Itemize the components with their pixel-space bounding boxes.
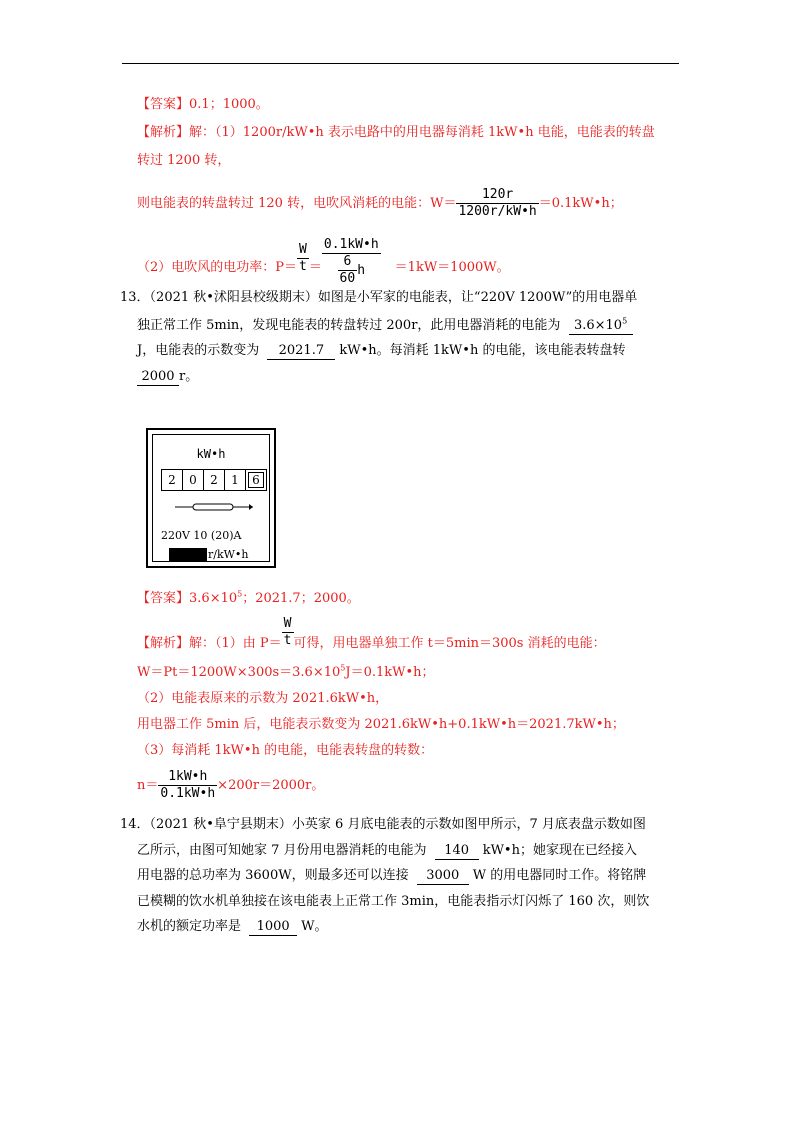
header-rule xyxy=(122,63,679,64)
meter-disk-icon xyxy=(175,501,253,513)
analysis-13-line4: 用电器工作 5min 后，电能表示数变为 2021.6kW•h+0.1kW•h＝2021.7kW•h； xyxy=(137,717,625,732)
meter-unit: kW•h xyxy=(196,447,226,461)
answer-text: 0.1；1000。 xyxy=(189,97,269,112)
analysis-label: 【解析】 xyxy=(137,636,190,651)
meter-digit: 0 xyxy=(183,470,204,490)
fraction: 0.1kW•h $\frac{6}{60}$ h xyxy=(323,236,379,286)
question-13-line3: J，电能表的示数变为 2021.7 kW•h。每消耗 1kW•h 的电能，该电能表转盘转 xyxy=(137,343,626,358)
answer-label: 【答案】 xyxy=(137,591,190,606)
meter-spec: 220V 10 (20)A xyxy=(161,529,242,542)
fraction: $\frac{W}{t}$ xyxy=(299,242,307,274)
analysis-13-line3: （2）电能表原来的示数为 2021.6kW•h， xyxy=(137,691,389,706)
analysis-13-line2: $W=Pt=1200W\times 300s=3.6\times 10^5J=0.1kW•h$； xyxy=(137,663,435,680)
answer-label: 【答案】 xyxy=(137,97,190,112)
analysis-12-line3: 则电能表的转盘转过 120 转，电吹风消耗的电能：W＝ $\frac{120r}{1200r/kW•h}$ ＝0.1kW•h； xyxy=(137,187,623,219)
answer-13: 【答案】$3.6\times 10^5$；2021.7；2000。 xyxy=(137,589,360,606)
analysis-12-line2: 转过 1200 转， xyxy=(137,153,231,168)
analysis-13-line1: 【解析】解：（1）由 P＝ $\frac{W}{t}$ 可得，用电器单独工作 t＝5min＝300s 消耗的电能： xyxy=(137,616,606,651)
meter-digits xyxy=(161,469,267,491)
fraction: $\frac{W}{t}$ xyxy=(283,616,292,648)
analysis-12-line4: （2）电吹风的电功率：P＝ $\frac{W}{t}$ ＝ 0.1kW•h $\frac{6}{60}$ h ＝1kW＝1000W。 xyxy=(137,236,510,286)
fraction: $\frac{1kW•h}{0.1kW•h}$ xyxy=(160,769,216,801)
question-14-line5: 水机的额定功率是 1000 W。 xyxy=(137,919,328,934)
question-13-line2: 独正常工作 5min，发现电能表的转盘转过 200r，此用电器消耗的电能为 $3.6\times 10^5$ xyxy=(137,316,633,336)
question-14-line3: 用电器的总功率为 3600W，则最多还可以连接 3000 W 的用电器同时工作。将铭牌 xyxy=(137,868,647,883)
answer-blank: 1000 xyxy=(249,919,297,936)
answer-blank: 2021.7 xyxy=(267,343,335,360)
analysis-12-line1: 【解析】解：（1）1200r/kW•h 表示电路中的用电器每消耗 1kW•h 电能，电能表的转盘 xyxy=(137,125,655,140)
analysis-13-line5: （3）每消耗 1kW•h 的电能，电能表转盘的转数： xyxy=(137,743,434,758)
question-13-line4: 2000 r。 xyxy=(137,367,198,387)
meter-digit: 2 xyxy=(204,470,225,490)
fraction: $\frac{120r}{1200r/kW•h}$ xyxy=(458,187,537,219)
question-13-line1: 13．（2021 秋•沭阳县校级期末）如图是小军家的电能表，让“220V 1200W”的用电器单 xyxy=(120,290,638,305)
meter-nameplate: r/kW•h xyxy=(169,548,249,561)
question-14-line4: 已模糊的饮水机单独接在该电能表上正常工作 3min，电能表指示灯闪烁了 160 次，则饮 xyxy=(137,894,650,909)
answer-blank: 140 xyxy=(435,843,479,860)
answer-12 xyxy=(137,95,269,115)
analysis-label: 【解析】 xyxy=(137,125,190,140)
analysis-13-line6: n＝ $\frac{1kW•h}{0.1kW•h}$ ×200r＝2000r。 xyxy=(137,769,325,801)
obscured-value xyxy=(169,548,207,561)
answer-blank: 3000 xyxy=(417,868,469,885)
answer-blank: $3.6\times 10^5$ xyxy=(569,318,633,335)
answer-blank: 2000 xyxy=(137,369,179,386)
meter-digit: 1 xyxy=(225,470,246,490)
question-14-line2: 乙所示，由图可知她家 7 月份用电器消耗的电能为 140 kW•h；她家现在已经接入 xyxy=(137,843,637,858)
electric-meter-figure xyxy=(146,428,276,568)
meter-digit-decimal: 6 xyxy=(246,470,266,490)
question-14-line1: 14．（2021 秋•阜宁县期末）小英家 6 月底电能表的示数如图甲所示，7 月底表盘示数如图 xyxy=(120,817,646,832)
fraction: $\frac{6}{60}$ xyxy=(339,253,356,286)
meter-digit: 2 xyxy=(162,470,183,490)
